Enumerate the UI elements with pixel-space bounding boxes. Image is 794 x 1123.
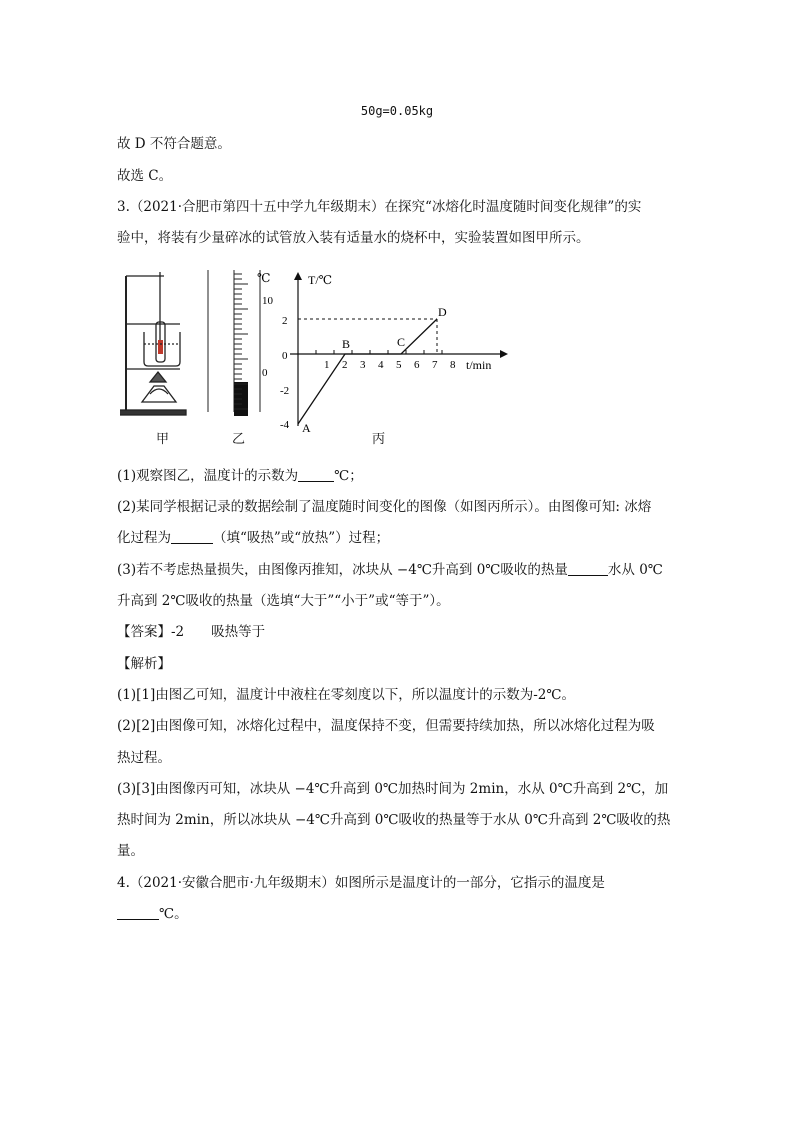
subquestion-1-unit: ℃； [334,468,363,484]
temperature-time-graph [280,272,508,435]
answer-line: 【答案】-2 吸热等于 [117,624,266,640]
subquestion-1-text: (1)观察图乙，温度计的示数为 [117,468,299,484]
y-tick-0: 0 [282,350,288,362]
analysis-3-end: 量。 [117,843,144,859]
subquestion-2: (2)某同学根据记录的数据绘制了温度随时间变化的图像（如图丙所示）。由图像可知: 冰熔 [117,499,652,515]
y-axis-arrow [294,272,302,280]
y-axis-label: T/℃ [308,273,333,287]
answer-blank-2[interactable] [171,529,213,544]
x-tick-3: 3 [360,359,366,371]
x-tick-2: 2 [342,359,348,371]
temperature-curve [298,319,437,424]
thermometer-unit: ℃ [257,271,271,285]
subquestion-3-cont: 升高到 2℃吸收的热量（选填“大于”“小于”或“等于”）。 [117,593,450,609]
point-label-a: A [302,421,311,435]
answer-blank-4[interactable] [117,905,159,920]
question-4-unit: ℃。 [159,906,188,922]
subquestion-2-hint: （填“吸热”或“放热”）过程； [213,530,390,546]
x-tick-5: 5 [396,359,402,371]
x-tick-1: 1 [324,359,330,371]
thermometer-label-0: 0 [262,367,268,379]
experiment-figure [120,262,520,452]
figure-drawing [120,262,520,452]
subquestion-2-text: 化过程为 [117,530,171,546]
point-label-b: B [342,337,351,351]
x-tick-7: 7 [432,359,438,371]
y-tick-neg2: -2 [280,385,290,397]
x-axis-arrow [500,350,508,358]
subquestion-3 [117,560,663,580]
point-label-c: C [397,335,406,349]
analysis-3: (3)[3]由图像丙可知，冰块从 −4℃升高到 0℃加热时间为 2min，水从 0℃升高到 2℃，加 [117,781,669,797]
conversion-formula: 50g=0.05kg [360,104,434,118]
prev-conclusion: 故 D 不符合题意。 [117,136,231,152]
analysis-1: (1)[1]由图乙可知，温度计中液柱在零刻度以下，所以温度计的示数为-2℃。 [117,687,575,703]
answer-blank-1[interactable] [298,467,334,482]
thermometer-label-10: 10 [262,295,273,307]
question-4-stem: 4.（2021·安徽合肥市·九年级期末）如图所示是温度计的一部分，它指示的温度是 [117,875,605,891]
question-3-stem: 3.（2021·合肥市第四十五中学九年级期末）在探究“冰熔化时温度随时间变化规律”的实 [117,199,642,215]
caption-yi: 乙 [232,432,246,447]
question-4-stem-cont [117,904,188,924]
question-3-stem-cont: 验中，将装有少量碎冰的试管放入装有适量水的烧杯中，实验装置如图甲所示。 [117,230,590,246]
point-label-d: D [438,305,447,319]
x-axis-label: t/min [466,358,492,372]
analysis-heading: 【解析】 [117,656,171,672]
subquestion-3-text-cont: 水从 0℃ [607,562,663,578]
answer-blank-3[interactable] [568,561,608,576]
y-tick-2: 2 [282,315,288,327]
analysis-2-cont: 热过程。 [117,750,171,766]
caption-bing: 丙 [372,432,386,447]
subquestion-2-cont [117,528,389,548]
analysis-3-cont: 热时间为 2min，所以冰块从 −4℃升高到 0℃吸收的热量等于水从 0℃升高到 2℃吸收的热 [117,812,671,828]
x-tick-8: 8 [450,359,456,371]
subquestion-1 [117,466,363,486]
x-tick-6: 6 [414,359,420,371]
subquestion-3-text: (3)若不考虑热量损失，由图像丙推知，冰块从 −4℃升高到 0℃吸收的热量 [117,562,568,578]
y-tick-neg4: -4 [280,419,290,431]
apparatus-drawing [120,272,186,415]
prev-choice: 故选 C。 [117,168,173,184]
caption-jia: 甲 [156,432,170,447]
x-tick-4: 4 [378,359,384,371]
analysis-2: (2)[2]由图像可知，冰熔化过程中，温度保持不变，但需要持续加热，所以冰熔化过程为吸 [117,718,655,734]
